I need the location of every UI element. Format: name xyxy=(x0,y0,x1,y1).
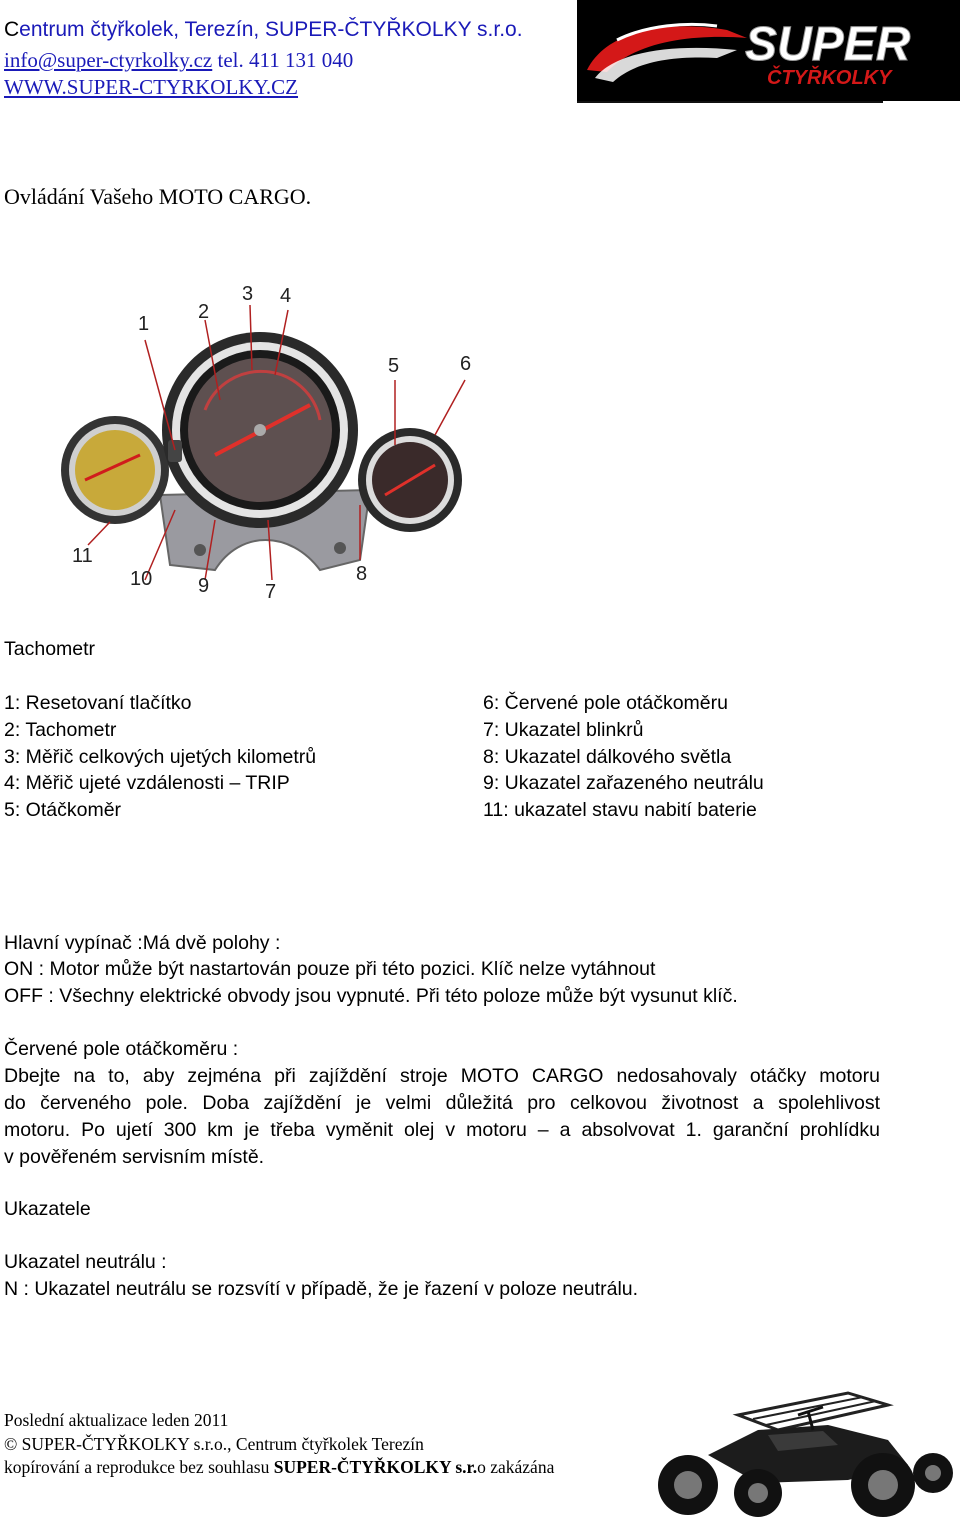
page-title: Ovládání Vašeho MOTO CARGO. xyxy=(4,184,312,209)
footer-notice xyxy=(4,1456,554,1479)
legend-item: 2: Tachometr xyxy=(4,719,117,741)
callout-10: 10 xyxy=(130,568,153,590)
copyright-symbol: © xyxy=(4,1434,18,1454)
company-logo xyxy=(577,0,960,101)
speedometer-gauge xyxy=(162,332,358,528)
battery-gauge xyxy=(61,416,169,524)
footer-copyright xyxy=(4,1433,424,1456)
logo-super-text: SUPER xyxy=(745,18,911,71)
callout-8: 8 xyxy=(356,563,368,585)
legend-item: 11: ukazatel stavu nabití baterie xyxy=(483,799,757,821)
website-link[interactable]: WWW.SUPER-CTYRKOLKY.CZ xyxy=(4,75,299,99)
notice-suffix: o zakázána xyxy=(477,1457,555,1477)
email-link[interactable]: info@super-ctyrkolky.cz xyxy=(4,48,213,72)
legend-item: 9: Ukazatel zařazeného neutrálu xyxy=(483,772,764,794)
callout-9: 9 xyxy=(198,575,210,597)
callout-11: 11 xyxy=(72,545,93,567)
dashboard-illustration xyxy=(40,260,500,620)
section-heading-tachometr: Tachometr xyxy=(4,638,96,660)
callout-5: 5 xyxy=(388,355,400,377)
callout-4: 4 xyxy=(280,285,292,307)
contact-line xyxy=(4,47,353,73)
callout-7: 7 xyxy=(265,581,277,603)
legend-item: 7: Ukazatel blinkrů xyxy=(483,719,644,741)
copyright-text: SUPER-ČTYŘKOLKY s.r.o., Centrum čtyřkolek Terezín xyxy=(17,1434,424,1454)
callout-6: 6 xyxy=(460,353,472,375)
footer-updated: Poslední aktualizace leden 2011 xyxy=(4,1410,229,1430)
callout-1: 1 xyxy=(138,313,150,335)
company-initial: C xyxy=(4,18,20,41)
phone-text: tel. 411 131 040 xyxy=(212,48,354,72)
indicators-heading: Ukazatele xyxy=(4,1198,91,1220)
quad-bike-image xyxy=(648,1385,953,1519)
legend-item: 8: Ukazatel dálkového světla xyxy=(483,746,732,768)
legend-item: 5: Otáčkoměr xyxy=(4,799,122,821)
company-line xyxy=(4,17,523,43)
tachometer-gauge xyxy=(358,428,462,532)
quad-bike-illustration xyxy=(648,1385,953,1519)
logo-ctyrkolky-text: ČTYŘKOLKY xyxy=(767,67,892,89)
red-zone-paragraph xyxy=(4,1063,880,1171)
dashboard-figure xyxy=(40,260,500,620)
notice-company: SUPER-ČTYŘKOLKY s.r. xyxy=(273,1457,478,1477)
main-switch-heading: Hlavní vypínač :Má dvě polohy : xyxy=(4,932,281,954)
red-zone-heading: Červené pole otáčkoměru : xyxy=(4,1038,239,1060)
paragraph-line: motoru. Po ujetí 300 km je třeba vyměnit olej v motoru – a absolvovat 1. garanční prohlídku xyxy=(4,1119,880,1141)
notice-prefix: kopírování a reprodukce bez souhlasu xyxy=(4,1457,274,1477)
paragraph-line: do červeného pole. Doba zajíždění je velmi důležitá pro celkovou životnost a spolehlivost xyxy=(4,1092,880,1114)
callout-2: 2 xyxy=(198,301,210,323)
header-divider xyxy=(577,101,883,103)
main-switch-off: OFF : Všechny elektrické obvody jsou vypnuté. Při této poloze může být vysunut klíč. xyxy=(4,985,738,1007)
legend-item: 3: Měřič celkových ujetých kilometrů xyxy=(4,746,317,768)
callout-3: 3 xyxy=(242,283,254,305)
company-name: entrum čtyřkolek, Terezín, SUPER-ČTYŘKOLKY s.r.o. xyxy=(19,18,523,41)
website-line xyxy=(4,74,298,100)
neutral-indicator-text: N : Ukazatel neutrálu se rozsvítí v případě, že je řazení v poloze neutrálu. xyxy=(4,1278,639,1300)
legend-item: 6: Červené pole otáčkoměru xyxy=(483,692,728,714)
legend-item: 1: Resetovaní tlačítko xyxy=(4,692,192,714)
paragraph-line: v pověřeném servisním místě. xyxy=(4,1146,265,1168)
legend-item: 4: Měřič ujeté vzdálenosti – TRIP xyxy=(4,772,290,794)
logo-graphic xyxy=(577,0,960,101)
main-switch-on: ON : Motor může být nastartován pouze při této pozici. Klíč nelze vytáhnout xyxy=(4,958,656,980)
paragraph-line: Dbejte na to, aby zejména při zajíždění stroje MOTO CARGO nedosahovaly otáčky motoru xyxy=(4,1065,880,1087)
neutral-indicator-heading: Ukazatel neutrálu : xyxy=(4,1251,167,1273)
